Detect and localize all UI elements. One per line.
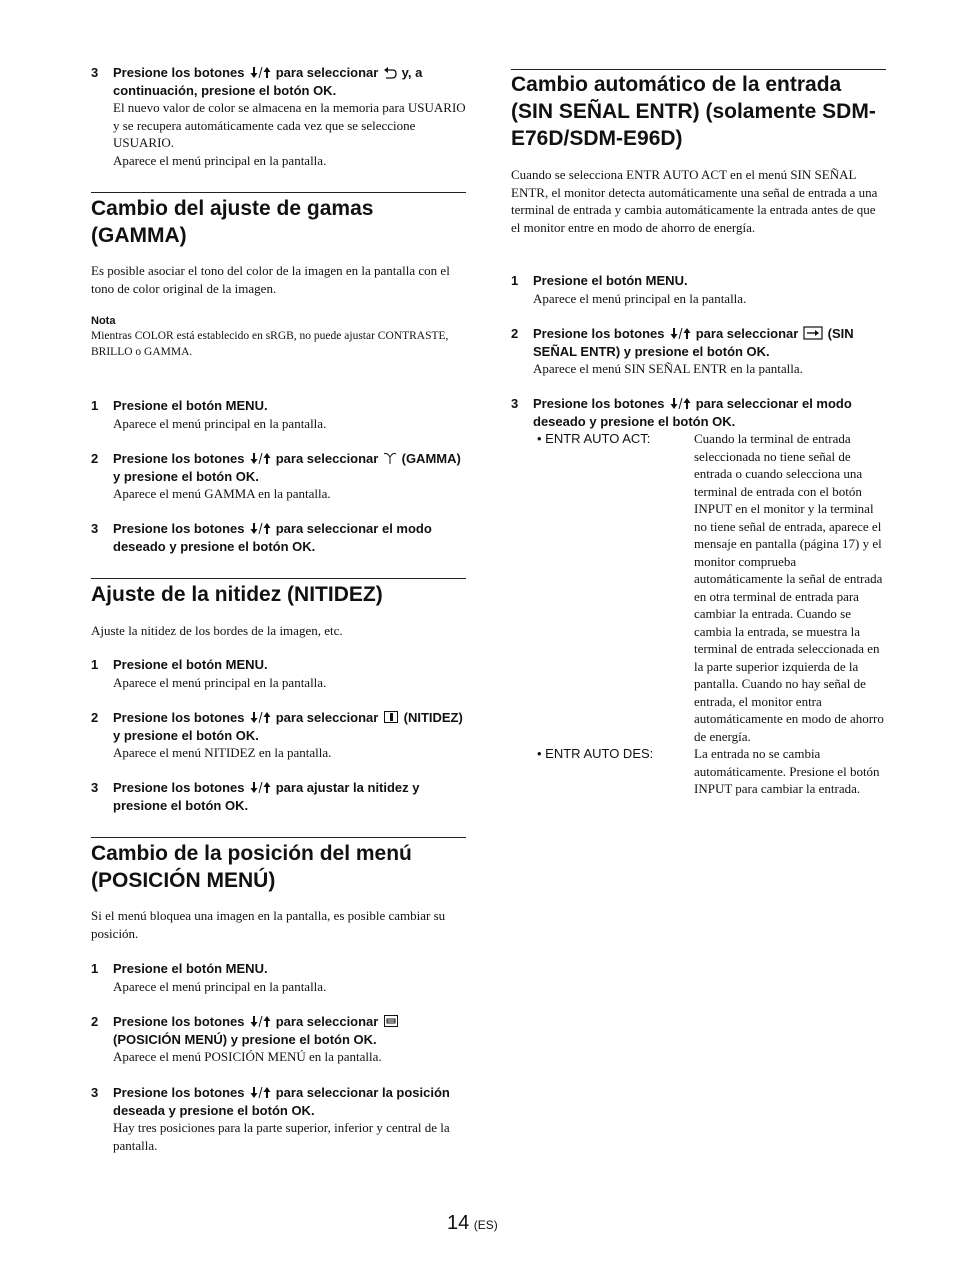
step-number: 1	[91, 398, 99, 413]
nitidez-step-2	[91, 709, 466, 762]
step-instruction: Presione el botón MENU.	[533, 273, 688, 288]
step-number: 3	[91, 65, 99, 80]
option-label: • ENTR AUTO ACT:	[537, 431, 651, 446]
step-instruction: Presione el botón MENU.	[113, 961, 268, 976]
down-up-arrow-icon	[249, 711, 271, 724]
step-number: 1	[511, 273, 519, 288]
step-3-select-return	[91, 64, 466, 169]
step-description: Aparece el menú NITIDEZ en la pantalla.	[113, 745, 332, 760]
step-number: 3	[511, 396, 519, 411]
step-number: 2	[91, 451, 99, 466]
step-instruction: Presione el botón MENU.	[113, 657, 268, 672]
option-text: Cuando la terminal de entrada seleccionada no tiene señal de entrada o cuando selecciona una terminal de entrada con el botón INPUT en el monitor y la terminal no tiene señal de entrada, aparece el mensaje en pantalla (página 17) y el monitor comprueba automáticamente la señal de entrada en otra terminal de entrada para cambiar la entrada. Cuando se cambia la entrada, se muestra la terminal de entrada seleccionada en la parte superior izquierda de la pantalla. Cuando no hay señal de entrada, el monitor entra automáticamente en modo de ahorro de energía.	[694, 431, 884, 744]
sin-senal-section	[511, 71, 886, 152]
posicion-step-1	[91, 960, 466, 995]
menu-position-icon	[383, 1014, 399, 1028]
step-number: 1	[91, 961, 99, 976]
section-title: Cambio de la posición del menú (POSICIÓN MENÚ)	[91, 842, 412, 892]
step-number: 2	[511, 326, 519, 341]
step-instruction: Presione los botones para seleccionar (GAMMA) y presione el botón OK.	[113, 451, 461, 484]
section-title: Ajuste de la nitidez (NITIDEZ)	[91, 583, 383, 606]
step-instruction: Presione los botones para seleccionar el modo deseado y presione el botón OK.	[113, 521, 432, 554]
step-description: Aparece el menú POSICIÓN MENÚ en la pantalla.	[113, 1049, 382, 1064]
step-description: Aparece el menú principal en la pantalla.	[533, 290, 747, 306]
step-description: Aparece el menú principal en la pantalla.	[113, 978, 327, 994]
page-number: 14	[447, 1212, 470, 1234]
step-description: Hay tres posiciones para la parte superior, inferior y central de la pantalla.	[113, 1120, 450, 1153]
section-intro: Ajuste la nitidez de los bordes de la imagen, etc.	[91, 623, 343, 638]
step-description: Aparece el menú principal en la pantalla.	[113, 415, 327, 431]
down-up-arrow-icon	[669, 397, 691, 410]
gamma-step-2	[91, 450, 466, 503]
step-instruction: Presione los botones para seleccionar y, a continuación, presione el botón OK.	[113, 65, 423, 98]
step-description: Aparece el menú GAMMA en la pantalla.	[113, 486, 331, 501]
step-number: 1	[91, 657, 99, 672]
section-intro: Si el menú bloquea una imagen en la pantalla, es posible cambiar su posición.	[91, 908, 446, 941]
note-text: Mientras COLOR está establecido en sRGB, no puede ajustar CONTRASTE, BRILLO o GAMMA.	[91, 330, 449, 358]
page-footer	[447, 1212, 498, 1235]
posicion-step-2	[91, 1013, 466, 1066]
down-up-arrow-icon	[669, 327, 691, 340]
step-instruction: Presione los botones para seleccionar la posición deseada y presione el botón OK.	[113, 1085, 450, 1118]
nitidez-step-1	[91, 656, 466, 691]
sin-senal-step-3	[511, 395, 886, 798]
step-description: El nuevo valor de color se almacena en la memoria para USUARIO y se recupera automáticamente cada vez que se seleccione USUARIO.	[113, 100, 466, 150]
step-instruction: Presione los botones para seleccionar (NITIDEZ) y presione el botón OK.	[113, 710, 463, 743]
down-up-arrow-icon	[249, 1015, 271, 1028]
page-language: (ES)	[473, 1218, 498, 1232]
option-item	[533, 745, 886, 798]
option-list	[533, 430, 886, 798]
down-up-arrow-icon	[249, 522, 271, 535]
step-number: 3	[91, 1085, 99, 1100]
option-item	[533, 430, 886, 745]
step-description: Aparece el menú principal en la pantalla.	[113, 152, 327, 168]
return-arrow-icon	[383, 66, 397, 79]
section-intro: Cuando se selecciona ENTR AUTO ACT en el menú SIN SEÑAL ENTR, el monitor detecta automáticamente una señal de entrada a una terminal de entrada y cambia automáticamente la entrada antes de que el monitor entre en modo de ahorro de energía.	[511, 167, 878, 235]
section-title: Cambio del ajuste de gamas (GAMMA)	[91, 197, 374, 247]
sin-senal-step-1	[511, 272, 886, 307]
note-label: Nota	[91, 315, 116, 327]
down-up-arrow-icon	[249, 66, 271, 79]
posicion-section	[91, 840, 466, 894]
gamma-step-3	[91, 520, 466, 555]
section-intro: Es posible asociar el tono del color de la imagen en la pantalla con el tono de color original de la imagen.	[91, 263, 450, 296]
down-up-arrow-icon	[249, 1086, 271, 1099]
down-up-arrow-icon	[249, 781, 271, 794]
nitidez-step-3	[91, 779, 466, 814]
step-instruction: Presione los botones para seleccionar (SIN SEÑAL ENTR) y presione el botón OK.	[533, 326, 854, 359]
gamma-step-1	[91, 397, 466, 432]
option-text: La entrada no se cambia automáticamente. Presione el botón INPUT para cambiar la entrada.	[694, 746, 880, 796]
gamma-icon	[383, 451, 397, 465]
step-description: Aparece el menú SIN SEÑAL ENTR en la pantalla.	[533, 361, 803, 376]
step-instruction: Presione los botones para ajustar la nitidez y presione el botón OK.	[113, 780, 420, 813]
sin-senal-step-2	[511, 325, 886, 378]
section-divider	[91, 192, 466, 193]
down-up-arrow-icon	[249, 452, 271, 465]
section-divider	[91, 837, 466, 838]
gamma-section	[91, 195, 466, 249]
sharpness-icon	[383, 710, 399, 724]
step-number: 3	[91, 780, 99, 795]
step-number: 3	[91, 521, 99, 536]
step-description: Aparece el menú principal en la pantalla.	[113, 674, 327, 690]
section-title: Cambio automático de la entrada (SIN SEÑAL ENTR) (solamente SDM-E76D/SDM-E96D)	[511, 73, 876, 150]
step-number: 2	[91, 1014, 99, 1029]
step-instruction: Presione los botones para seleccionar el modo deseado y presione el botón OK.	[533, 396, 852, 429]
nitidez-section	[91, 581, 466, 608]
step-instruction: Presione los botones para seleccionar (POSICIÓN MENÚ) y presione el botón OK.	[113, 1013, 466, 1048]
step-instruction: Presione el botón MENU.	[113, 398, 268, 413]
input-signal-icon	[803, 326, 823, 340]
section-divider	[91, 578, 466, 579]
option-label: • ENTR AUTO DES:	[537, 746, 654, 761]
section-divider	[511, 69, 886, 70]
posicion-step-3	[91, 1084, 466, 1154]
step-number: 2	[91, 710, 99, 725]
